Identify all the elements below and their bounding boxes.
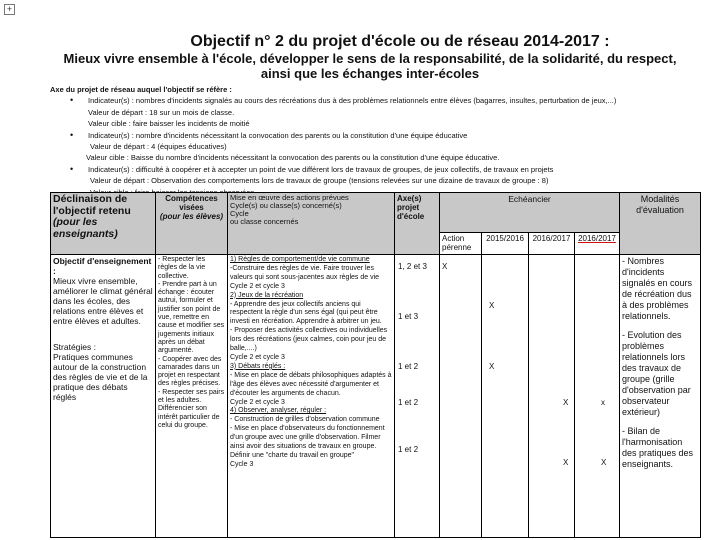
schedule-mark: X: [489, 362, 495, 371]
header-modalites: Modalités d'évaluation: [620, 193, 701, 255]
year-2-cell: [529, 255, 575, 538]
indicator-3: • Indicateur(s) : difficulté à coopérer et à accepter un point de vue différent lors de travaux de groupes, de jeux collectifs, de travaux en projets: [50, 164, 700, 175]
indicator-2-depart: Valeur de départ : 4 (équipes éducatives): [90, 142, 227, 152]
header-action-perenne: Action pérenne: [440, 233, 482, 255]
year-3-cell: [575, 255, 620, 538]
schedule-mark: x: [601, 398, 605, 407]
indicator-2: • Indicateur(s) : nombre d'incidents nécessitant la convocation des parents ou la constitution d'une équipe éducative: [50, 130, 700, 141]
header-mise-en-oeuvre: Mise en œuvre des actions prévues Cycle(s) ou classe(s) concerné(s) Cycle ou classe concernés: [228, 193, 395, 255]
axe-value: 1 et 2: [398, 445, 419, 454]
action-perenne-cell: [440, 255, 482, 538]
page-subtitle: Mieux vivre ensemble à l'école, développer le sens de la responsabilité, de la solidarité, du respect, ainsi que les échanges inter-écoles: [63, 51, 677, 81]
header-axe-projet: Axe(s) projet d'école: [395, 193, 440, 255]
indicator-3-depart: Valeur de départ : Observation des comportements lors de travaux de groupe (tensions relevées sur une dizaine de travaux de groupe : 8): [90, 176, 549, 186]
competences-cell: - Respecter les règles de la vie collective. - Prendre part à un échange : écouter autrui, formuler et justifier son point de vue, remettre en cause et modifier ses jugements initiaux après un débat argumenté. - Coopérer avec des camarades dans un projet en respectant des règles précises. - Respecter ses pairs et les adultes. Différencier son intérêt particulier de celui du groupe.: [156, 255, 228, 538]
header-competences: Compétences visées (pour les élèves): [156, 193, 228, 255]
header-echeancier: Echéancier: [440, 193, 620, 233]
header-year-2: 2016/2017: [529, 233, 575, 255]
year-1-cell: [482, 255, 529, 538]
indicator-2-cible: Valeur cible : Baisse du nombre d'incidents nécessitant la convocation des parents ou la constitution d'une équipe éducative.: [86, 153, 500, 163]
page-title: Objectif n° 2 du projet d'école ou de réseau 2014-2017 :: [190, 33, 610, 50]
axe-heading: Axe du projet de réseau auquel l'objectif se réfère :: [50, 85, 232, 94]
axe-value: 1 et 3: [398, 312, 419, 321]
declinaison-cell: Objectif d'enseignement : Mieux vivre ensemble, améliorer le climat général dans les écoles, des relations entre élèves et entre élèves et adultes. Stratégies : Pratiques communes autour de la construction des règles de vie et de la pratique des débats réglés: [51, 255, 156, 538]
modalites-cell: - Nombres d'incidents signalés en cours de récréation dus à des problèmes relationnels. - Evolution des problèmes relationnels lors des travaux de groupe (grille d'observation par observateur extérieur) - Bilan de l'harmonisation des pratiques des enseignants.: [620, 255, 701, 538]
axe-value: 1, 2 et 3: [398, 262, 427, 271]
table-move-handle-icon[interactable]: +: [4, 4, 15, 15]
axe-section: [50, 84, 700, 198]
schedule-mark: X: [563, 458, 569, 467]
schedule-mark: X: [442, 262, 448, 271]
header-declinaison: Déclinaison de l'objectif retenu (pour les enseignants): [51, 193, 156, 255]
header-year-1: 2015/2016: [482, 233, 529, 255]
axe-value: 1 et 2: [398, 362, 419, 371]
action-table: [50, 192, 701, 538]
schedule-mark: X: [601, 458, 607, 467]
schedule-mark: X: [563, 398, 569, 407]
mise-en-oeuvre-cell: 1) Règles de comportement/de vie commune -Construire des règles de vie. Faire trouver les valeurs qui sont sous-jacentes aux règles de vie Cycle 2 et cycle 3 2) Jeux de la récréation - Apprendre des jeux collectifs anciens qui respectent la règle d'un sens égal (qui peut être investi en récréation. Apprendre à arbitrer un jeu. - Proposer des activités collectives ou individuelles lors des récréations (jeux calmes, coin pour jeu de balle,....) Cycle 2 et cycle 3 3) Débats réglés : - Mise en place de débats philosophiques adaptés à l'âge des élèves avec nécessité d'argumenter et d'écouter les arguments de chacun. Cycle 2 et cycle 3 4) Observer, analyser, réguler : - Construction de grilles d'observation commune - Mise en place d'observateurs du fonctionnement d'un groupe avec une grille d'observation. Filmer ainsi avoir des situations de travaux en groupe. Définir une "charte du travail en groupe" Cycle 3: [228, 255, 395, 538]
indicator-1-cible: Valeur cible : faire baisser les incidents de moitié: [88, 119, 250, 129]
indicator-1-depart: Valeur de départ : 18 sur un mois de classe.: [88, 107, 235, 117]
header-year-3: 2016/2017: [575, 233, 620, 255]
axe-value: 1 et 2: [398, 398, 419, 407]
indicator-1: • Indicateur(s) : nombres d'incidents signalés au cours des récréations dus à des problèmes relationnels entre élèves (bagarres, insultes, perturbation de jeux,...): [50, 95, 700, 106]
axe-projet-cell: [395, 255, 440, 538]
schedule-mark: X: [489, 301, 495, 310]
